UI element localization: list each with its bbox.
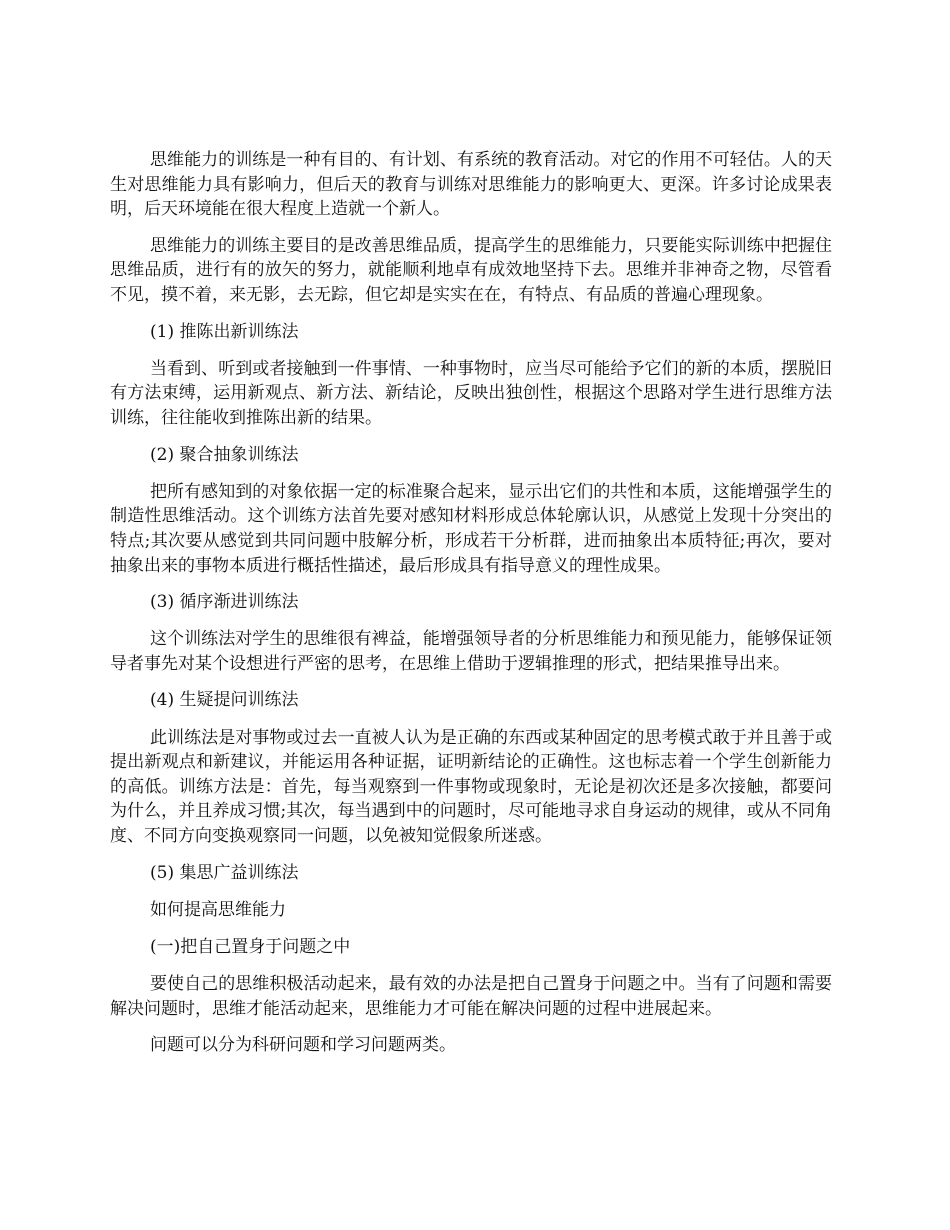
section-heading: (3) 循序渐进训练法 xyxy=(150,592,299,613)
body-paragraph: 这个训练法对学生的思维很有裨益，能增强领导者的分析思维能力和预见能力，能够保证领导者事先对某个设想进行严密的思考，在思维上借助于逻辑推理的形式，把结果推导出来。 xyxy=(110,629,832,674)
body-paragraph: 要使自己的思维积极活动起来，最有效的办法是把自己置身于问题之中。当有了问题和需要解决问题时，思维才能活动起来，思维能力才可能在解决问题的过程中进展起来。 xyxy=(110,974,832,1019)
body-paragraph: 思维能力的训练主要目的是改善思维品质，提高学生的思维能力，只要能实际训练中把握住思维品质，进行有的放矢的努力，就能顺利地卓有成效地坚持下去。思维并非神奇之物，尽管看不见，摸不着，来无影，去无踪，但它却是实实在在，有特点、有品质的普遍心理现象。 xyxy=(110,235,832,305)
body-paragraph: 当看到、听到或者接触到一件事情、一种事物时，应当尽可能给予它们的新的本质，摆脱旧有方法束缚，运用新观点、新方法、新结论，反映出独创性，根据这个思路对学生进行思维方法训练，往往能收到推陈出新的结果。 xyxy=(110,358,832,428)
section-heading: (一)把自己置身于问题之中 xyxy=(150,937,351,957)
section-heading: (2) 聚合抽象训练法 xyxy=(150,444,299,465)
body-paragraph: 此训练法是对事物或过去一直被人认为是正确的东西或某种固定的思考模式敢于并且善于或提出新观点和新建议，并能运用各种证据，证明新结论的正确性。这也标志着一个学生创新能力的高低。训练方法是：首先，每当观察到一件事物或现象时，无论是初次还是多次接触，都要问为什么，并且养成习惯;其次，每当遇到中的问题时，尽可能地寻求自身运动的规律，或从不同角度、不同方向变换观察同一问题，以免被知觉假象所迷惑。 xyxy=(110,727,832,847)
body-paragraph: 把所有感知到的对象依据一定的标准聚合起来，显示出它们的共性和本质，这能增强学生的制造性思维活动。这个训练方法首先要对感知材料形成总体轮廓认识，从感觉上发现十分突出的特点;其次要从感觉到共同问题中肢解分析，形成若干分析群，进而抽象出本质特征;再次，要对抽象出来的事物本质进行概括性描述，最后形成具有指导意义的理性成果。 xyxy=(110,481,833,576)
section-heading: 如何提高思维能力 xyxy=(150,899,286,920)
section-heading: (5) 集思广益训练法 xyxy=(150,862,299,883)
body-paragraph: 问题可以分为科研问题和学习问题两类。 xyxy=(150,1035,456,1056)
section-heading: (4) 生疑提问训练法 xyxy=(150,690,299,711)
section-heading: (1) 推陈出新训练法 xyxy=(150,321,299,342)
body-paragraph: 思维能力的训练是一种有目的、有计划、有系统的教育活动。对它的作用不可轻估。人的天生对思维能力具有影响力，但后天的教育与训练对思维能力的影响更大、更深。许多讨论成果表明，后天环境能在很大程度上造就一个新人。 xyxy=(110,150,832,220)
